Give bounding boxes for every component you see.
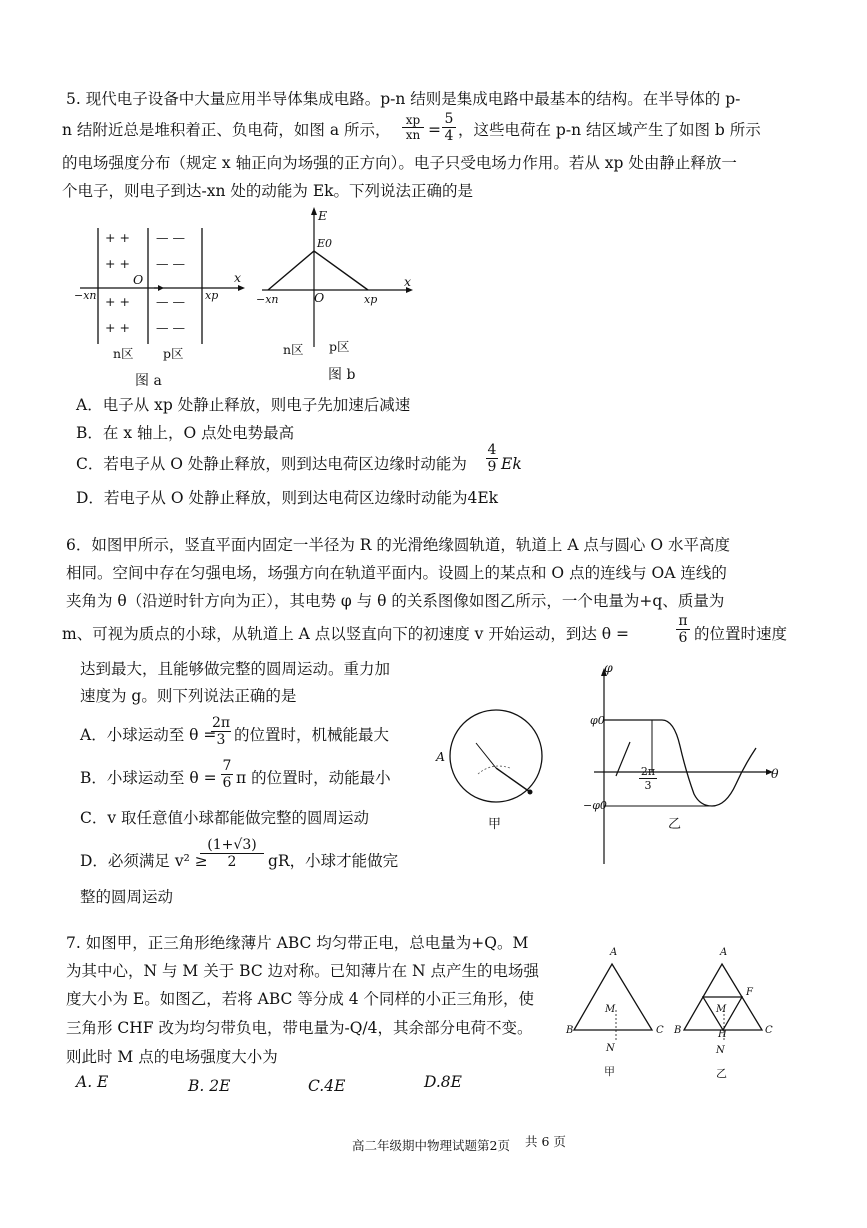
q5-option-d: D．若电子从 O 处静止释放，则到达电荷区边缘时动能为4Ek xyxy=(76,489,499,507)
q7-figure-jia-triangle xyxy=(570,958,670,1048)
q7-fig-yi-point-h: H xyxy=(718,1029,727,1040)
q6-line4-fraction: π 6 xyxy=(676,614,690,645)
q6-fig-yi-neg-phi0: −φ0 xyxy=(583,799,607,812)
q7-option-c: C.4E xyxy=(308,1077,346,1095)
q6-option-d-tail: gR，小球才能做完 xyxy=(268,852,399,870)
q7-line2: 为其中心，N 与 M 关于 BC 边对称。已知薄片在 N 点产生的电场强 xyxy=(66,962,540,980)
q6-option-a: A．小球运动至 θ = xyxy=(80,726,217,744)
q5-fig-a-plus-4: + + xyxy=(105,320,130,335)
q7-fig-yi-vertex-c: C xyxy=(765,1025,773,1036)
q5-fig-a-minus-1: — — xyxy=(156,230,185,245)
q5-fig-a-neg-xn: −xn xyxy=(74,289,97,302)
q5-fig-a-p-region: p区 xyxy=(163,346,184,361)
q7-line4: 三角形 CHF 改为均匀带负电，带电量为-Q/4，其余部分电荷不变。 xyxy=(66,1019,533,1037)
q5-fig-b-neg-xn: −xn xyxy=(256,293,279,306)
q5-fig-a-n-region: n区 xyxy=(113,346,134,361)
q6-fig-yi-phi-axis: φ xyxy=(604,660,613,675)
q6-figure-yi-graph xyxy=(590,668,780,868)
q5-line2a: n 结附近总是堆积着正、负电荷，如图 a 所示， xyxy=(62,121,391,139)
q5-option-c-ek: Ek xyxy=(501,455,522,473)
q5-fig-a-minus-4: — — xyxy=(156,320,185,335)
q7-fig-jia-point-m: M xyxy=(605,1004,616,1015)
q7-fig-yi-caption: 乙 xyxy=(716,1067,727,1080)
q5-line1: 5. 现代电子设备中大量应用半导体集成电路。p-n 结则是集成电路中最基本的结构。在半导体的 p- xyxy=(66,90,741,108)
q6-line1: 6．如图甲所示，竖直平面内固定一半径为 R 的光滑绝缘圆轨道，轨道上 A 点与圆心 O 水平高度 xyxy=(66,536,730,554)
q6-line6: 速度为 g。则下列说法正确的是 xyxy=(80,687,297,705)
q5-fig-b-x-axis-label: x xyxy=(404,274,412,289)
q6-line5: 达到最大，且能够做完整的圆周运动。重力加 xyxy=(80,660,391,678)
q6-line3: 夹角为 θ（沿逆时针方向为正），其电势 φ 与 θ 的关系图像如图乙所示，一个电量为+q、质量为 xyxy=(66,592,725,610)
q5-fig-b-origin: O xyxy=(314,290,325,305)
q6-line2: 相同。空间中存在匀强电场，场强方向在轨道平面内。设圆上的某点和 O 点的连线与 OA 连线的 xyxy=(66,564,727,582)
q6-fig-jia-point-a: A xyxy=(436,749,446,764)
q6-fig-yi-theta-axis: θ xyxy=(771,766,779,781)
q6-option-a-tail: 的位置时，机械能最大 xyxy=(234,726,390,744)
q6-option-a-fraction: 2π 3 xyxy=(211,715,231,748)
q5-line4: 个电子，则电子到达-xn 处的动能为 Ek。下列说法正确的是 xyxy=(62,182,474,200)
page-footer-title: 高二年级期中物理试题第2页 xyxy=(352,1138,510,1153)
q7-fig-jia-vertex-a: A xyxy=(610,947,618,958)
q6-option-d-fraction: (1+√3) 2 xyxy=(200,838,264,869)
q5-figure-b xyxy=(258,205,418,355)
q7-line1: 7. 如图甲，正三角形绝缘薄片 ABC 均匀带正电，总电量为+Q。M xyxy=(66,934,529,952)
q5-fig-a-plus-2: + + xyxy=(105,256,130,271)
q5-fig-b-xp: xp xyxy=(364,293,378,306)
q6-fig-yi-tick-fraction: 2π 3 xyxy=(640,765,656,792)
q5-line2b: ，这些电荷在 p-n 结区域产生了如图 b 所示 xyxy=(458,121,761,139)
q7-fig-jia-point-n: N xyxy=(606,1043,615,1054)
q5-xp-xn-fraction: xp xn xyxy=(402,114,424,141)
q7-fig-yi-vertex-a: A xyxy=(720,947,728,958)
q5-fig-b-caption: 图 b xyxy=(328,367,356,383)
page-footer-count: 共 6 页 xyxy=(525,1134,566,1149)
q5-ratio-fraction: 5 4 xyxy=(442,112,456,143)
q7-option-a: A. E xyxy=(76,1073,109,1091)
q6-figure-jia-circle xyxy=(448,708,548,808)
q5-option-b: B．在 x 轴上，O 点处电势最高 xyxy=(76,424,295,442)
q7-fig-yi-point-m: M xyxy=(716,1004,727,1015)
q5-fig-b-e0: E0 xyxy=(317,237,333,250)
q7-option-d: D.8E xyxy=(424,1073,462,1091)
q6-option-d: D．必须满足 v² ≥ xyxy=(80,852,208,870)
q5-equals: = xyxy=(428,121,441,139)
q5-fig-b-n-region: n区 xyxy=(283,342,304,357)
q7-fig-jia-vertex-b: B xyxy=(566,1025,574,1036)
q5-fig-a-x-axis-label: x xyxy=(234,270,242,285)
q5-option-c: C．若电子从 O 处静止释放，则到达电荷区边缘时动能为 xyxy=(76,455,467,473)
q5-option-a: A．电子从 xp 处静止释放，则电子先加速后减速 xyxy=(76,396,411,414)
q7-fig-jia-vertex-c: C xyxy=(656,1025,664,1036)
q5-fig-b-p-region: p区 xyxy=(329,339,350,354)
q6-option-b: B．小球运动至 θ = xyxy=(80,769,217,787)
q5-fig-a-minus-2: — — xyxy=(156,256,185,271)
q7-line5: 则此时 M 点的电场强度大小为 xyxy=(66,1048,278,1066)
q6-fig-yi-phi0: φ0 xyxy=(590,714,605,727)
q6-fig-jia-caption: 甲 xyxy=(488,817,502,832)
q7-fig-yi-point-n: N xyxy=(716,1045,725,1056)
q6-option-b-tail: π 的位置时，动能最小 xyxy=(236,769,391,787)
q6-option-b-fraction: 7 6 xyxy=(222,758,232,791)
q5-fig-a-origin: O xyxy=(133,272,144,287)
q7-fig-yi-vertex-b: B xyxy=(674,1025,682,1036)
q5-fig-a-caption: 图 a xyxy=(135,373,162,389)
q5-line3: 的电场强度分布（规定 x 轴正向为场强的正方向）。电子只受电场力作用。若从 xp 处由静止释放一 xyxy=(62,154,737,172)
q5-fig-a-plus-1: + + xyxy=(105,230,130,245)
q6-option-c: C．v 取任意值小球都能做完整的圆周运动 xyxy=(80,809,370,827)
q6-line4: m、可视为质点的小球，从轨道上 A 点以竖直向下的初速度 v 开始运动，到达 θ = xyxy=(62,625,630,643)
q5-fig-a-xp: xp xyxy=(205,289,219,302)
q5-option-c-fraction: 4 9 xyxy=(487,442,497,475)
q7-fig-jia-caption: 甲 xyxy=(604,1065,615,1078)
q6-line4-tail: 的位置时速度 xyxy=(694,625,788,643)
q5-fig-b-e-axis-label: E xyxy=(318,208,328,223)
q5-fig-a-plus-3: + + xyxy=(105,294,130,309)
q6-fig-yi-caption: 乙 xyxy=(668,817,682,832)
q6-option-d-line2: 整的圆周运动 xyxy=(80,888,174,906)
q7-option-b: B. 2E xyxy=(188,1077,231,1095)
q7-fig-yi-point-f: F xyxy=(746,987,753,998)
q7-line3: 度大小为 E。如图乙，若将 ABC 等分成 4 个同样的小正三角形，使 xyxy=(66,990,535,1008)
q5-fig-a-minus-3: — — xyxy=(156,294,185,309)
